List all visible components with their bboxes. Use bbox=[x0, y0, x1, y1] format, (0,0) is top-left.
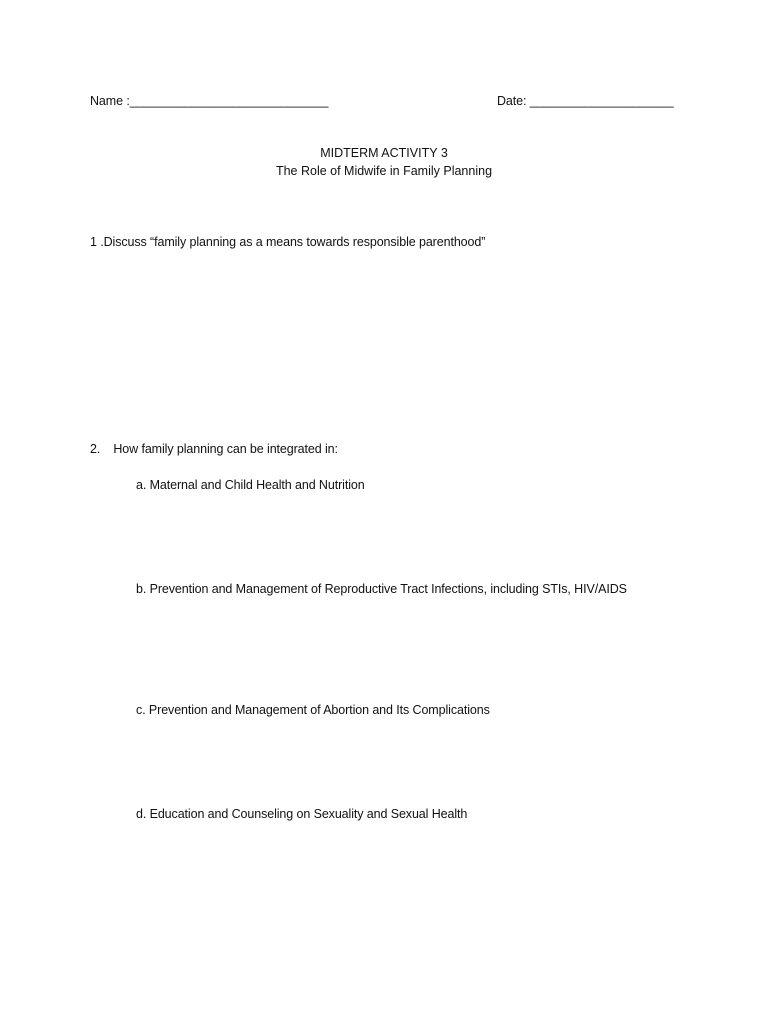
question-2-item-b: b. Prevention and Management of Reproductive Tract Infections, including STIs, HIV/AIDS bbox=[136, 582, 627, 596]
question-2-item-a: a. Maternal and Child Health and Nutrition bbox=[136, 478, 365, 492]
question-1: 1 .Discuss “family planning as a means towards responsible parenthood” bbox=[90, 235, 486, 249]
document-subtitle: The Role of Midwife in Family Planning bbox=[275, 164, 493, 178]
question-2-item-c: c. Prevention and Management of Abortion and Its Complications bbox=[136, 703, 490, 717]
name-field bbox=[90, 94, 328, 108]
date-blank-line: _____________________ bbox=[529, 94, 674, 108]
question-2 bbox=[90, 442, 338, 456]
question-2-item-d: d. Education and Counseling on Sexuality and Sexual Health bbox=[136, 807, 468, 821]
date-field bbox=[497, 94, 674, 108]
date-label: Date: bbox=[497, 94, 530, 108]
name-label: Name : bbox=[90, 94, 130, 108]
question-2-number: 2. bbox=[90, 442, 101, 456]
name-blank-line: _____________________________ bbox=[129, 94, 329, 108]
question-2-text: How family planning can be integrated in: bbox=[113, 442, 338, 456]
document-title: MIDTERM ACTIVITY 3 bbox=[320, 146, 448, 160]
